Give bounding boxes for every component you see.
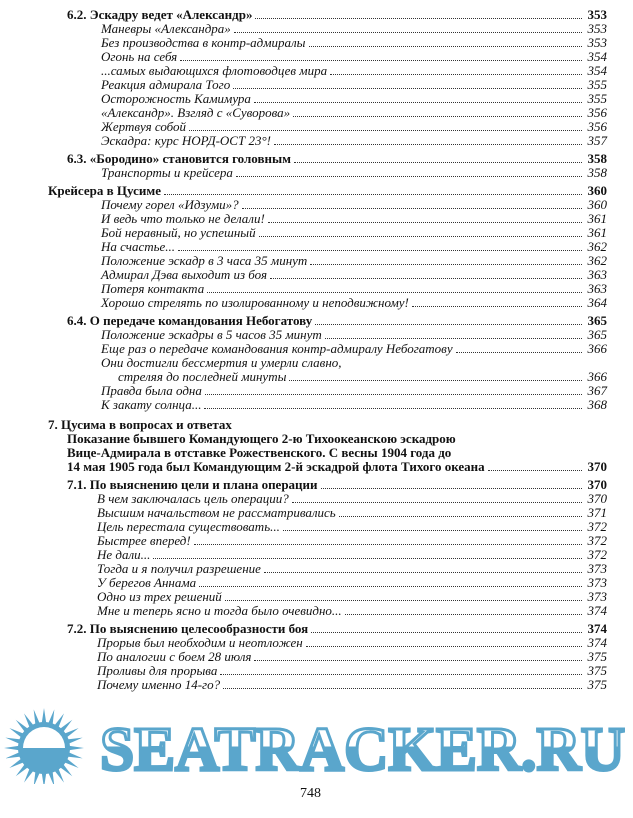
toc-entry-page: 371 (587, 505, 607, 520)
dot-leader (153, 558, 582, 559)
dot-leader (259, 236, 582, 237)
toc-entry[interactable] (0, 562, 633, 576)
toc-entry[interactable] (0, 520, 633, 534)
toc-entry-title: 6.2. Эскадру ведет «Александр» (67, 7, 253, 22)
toc-entry-title: Маневры «Александра» (101, 21, 231, 36)
dot-leader (225, 600, 582, 601)
toc-entry-page: 360 (587, 183, 607, 198)
toc-entry-page: 375 (587, 649, 607, 664)
toc-entry-title: Быстрее вперед! (97, 533, 191, 548)
toc-entry-page: 370 (587, 491, 607, 506)
toc-entry-page: 372 (587, 519, 607, 534)
toc-entry[interactable] (0, 342, 633, 356)
toc-entry[interactable] (0, 296, 633, 310)
toc-entry-page: 373 (587, 575, 607, 590)
toc-entry[interactable] (0, 92, 633, 106)
toc-entry[interactable] (0, 590, 633, 604)
toc-entry-title: Не дали... (97, 547, 151, 562)
dot-leader (309, 46, 583, 47)
toc-entry-page: 365 (587, 313, 607, 328)
dot-leader (264, 572, 582, 573)
toc-entry-title: 7. Цусима в вопросах и ответах (48, 417, 232, 432)
toc-entry-title: Мне и теперь ясно и тогда было очевидно... (97, 603, 342, 618)
toc-entry-title: 6.4. О передаче командования Небогатову (67, 313, 313, 328)
dot-leader (456, 352, 582, 353)
toc-entry-title: Высшим начальством не рассматривались (97, 505, 336, 520)
toc-entry-page: 374 (587, 635, 607, 650)
toc-entry[interactable] (0, 432, 633, 446)
toc-entry-page: 354 (587, 49, 607, 64)
toc-entry-title: Правда была одна (101, 383, 202, 398)
toc-entry[interactable] (0, 166, 633, 180)
toc-entry-page: 363 (587, 281, 607, 296)
toc-entry-title: «Александр». Взгляд с «Суворова» (101, 105, 291, 120)
watermark (0, 700, 633, 784)
dot-leader (254, 660, 582, 661)
toc-entry-page: 360 (587, 197, 607, 212)
toc-entry-title: Еще раз о передаче командования контр-адмиралу Небогатову (101, 341, 453, 356)
dot-leader (236, 176, 582, 177)
toc-entry-title: стреляя до последней минуты (118, 369, 287, 384)
toc-entry-title: Бой неравный, но успешный (101, 225, 256, 240)
toc-entry-page: 373 (587, 589, 607, 604)
toc-entry-title: 6.3. «Бородино» становится головным (67, 151, 291, 166)
toc-entry-title: Положение эскадр в 3 часа 35 минут (101, 253, 308, 268)
toc-entry[interactable] (0, 120, 633, 134)
dot-leader (178, 250, 582, 251)
dot-leader (412, 306, 582, 307)
toc-entry-title: Адмирал Дэва выходит из боя (101, 267, 268, 282)
toc-entry-title: По аналогии с боем 28 июля (97, 649, 252, 664)
table-of-contents (0, 8, 633, 692)
dot-leader (255, 18, 582, 19)
toc-entry-page: 353 (587, 7, 607, 22)
dot-leader (207, 292, 582, 293)
dot-leader (325, 338, 582, 339)
toc-entry[interactable] (0, 576, 633, 590)
toc-entry[interactable] (0, 198, 633, 212)
toc-entry-page: 361 (587, 211, 607, 226)
toc-entry-title: На счастье... (101, 239, 176, 254)
page-number: 748 (300, 786, 321, 801)
toc-entry[interactable] (0, 328, 633, 342)
dot-leader (220, 674, 582, 675)
toc-entry-title: Показание бывшего Командующего 2-ю Тихоокеанскою эскадрою (67, 431, 456, 446)
toc-entry[interactable] (0, 460, 633, 474)
toc-entry-page: 356 (587, 105, 607, 120)
toc-entry[interactable] (0, 50, 633, 64)
dot-leader (254, 102, 582, 103)
toc-entry-page: 355 (587, 77, 607, 92)
toc-entry-title: Эскадра: курс НОРД-ОСТ 23°! (101, 133, 271, 148)
dot-leader (234, 32, 582, 33)
toc-entry-title: Цель перестала существовать... (97, 519, 280, 534)
toc-entry-page: 366 (587, 341, 607, 356)
sun-logo-icon (4, 708, 84, 784)
dot-leader (274, 144, 582, 145)
dot-leader (339, 516, 582, 517)
toc-entry-title: Осторожность Камимура (101, 91, 251, 106)
dot-leader (268, 222, 582, 223)
dot-leader (233, 88, 582, 89)
toc-entry-title: Тогда и я получил разрешение (97, 561, 261, 576)
toc-entry-page: 358 (587, 151, 607, 166)
dot-leader (345, 614, 582, 615)
toc-entry-page: 358 (587, 165, 607, 180)
dot-leader (315, 324, 582, 325)
toc-entry-page: 362 (587, 253, 607, 268)
dot-leader (164, 194, 582, 195)
dot-leader (292, 502, 582, 503)
dot-leader (189, 130, 582, 131)
dot-leader (194, 544, 582, 545)
toc-entry[interactable] (0, 106, 633, 120)
dot-leader (293, 116, 582, 117)
dot-leader (205, 394, 582, 395)
toc-entry[interactable] (0, 22, 633, 36)
toc-entry-page: 354 (587, 63, 607, 78)
toc-entry[interactable] (0, 212, 633, 226)
toc-entry-title: В чем заключалась цель операции? (97, 491, 289, 506)
toc-entry[interactable] (0, 240, 633, 254)
dot-leader (321, 488, 582, 489)
toc-entry-page: 372 (587, 547, 607, 562)
toc-entry[interactable] (0, 636, 633, 650)
toc-entry[interactable] (0, 64, 633, 78)
toc-entry-title: Прорыв был необходим и неотложен (97, 635, 303, 650)
toc-entry[interactable] (0, 370, 633, 384)
toc-entry-title: Почему именно 14-го? (97, 677, 221, 692)
toc-entry-page: 363 (587, 267, 607, 282)
dot-leader (199, 586, 582, 587)
toc-entry-title: Потеря контакта (101, 281, 205, 296)
toc-entry-page: 362 (587, 239, 607, 254)
dot-leader (488, 470, 582, 471)
toc-entry[interactable] (0, 184, 633, 198)
toc-entry-page: 374 (587, 603, 607, 618)
toc-entry[interactable] (0, 134, 633, 148)
toc-entry[interactable] (0, 78, 633, 92)
toc-entry-page: 370 (587, 459, 607, 474)
toc-entry[interactable] (0, 506, 633, 520)
toc-entry[interactable] (0, 534, 633, 548)
toc-entry[interactable] (0, 384, 633, 398)
toc-entry-page: 370 (587, 477, 607, 492)
toc-entry[interactable] (0, 664, 633, 678)
toc-entry[interactable] (0, 36, 633, 50)
dot-leader (294, 162, 582, 163)
toc-entry-title: К закату солнца... (101, 397, 202, 412)
dot-leader (242, 208, 582, 209)
dot-leader (330, 74, 582, 75)
toc-entry-title: Вице-Адмирала в отставке Рожественского. С весны 1904 года до (67, 445, 452, 460)
toc-entry[interactable] (0, 254, 633, 268)
toc-entry-page: 355 (587, 91, 607, 106)
toc-entry-title: Крейсера в Цусиме (48, 183, 161, 198)
toc-entry-title: Огонь на себя (101, 49, 178, 64)
dot-leader (283, 530, 582, 531)
toc-entry-title: 14 мая 1905 года был Командующим 2-й эскадрой флота Тихого океана (67, 459, 485, 474)
toc-entry-title: ...самых выдающихся флотоводцев мира (101, 63, 328, 78)
toc-entry[interactable] (0, 226, 633, 240)
dot-leader (311, 632, 582, 633)
toc-entry[interactable] (0, 446, 633, 460)
dot-leader (223, 688, 582, 689)
dot-leader (306, 646, 582, 647)
toc-entry-title: У берегов Аннама (97, 575, 197, 590)
toc-entry[interactable] (0, 152, 633, 166)
toc-entry[interactable] (0, 282, 633, 296)
toc-entry-page: 375 (587, 677, 607, 692)
toc-entry[interactable] (0, 314, 633, 328)
dot-leader (270, 278, 582, 279)
toc-entry-page: 368 (587, 397, 607, 412)
toc-entry-title: И ведь что только не делали! (101, 211, 265, 226)
toc-entry[interactable] (0, 678, 633, 692)
toc-entry-page: 356 (587, 119, 607, 134)
toc-entry-title: Жертвуя собой (101, 119, 187, 134)
toc-entry-page: 366 (587, 369, 607, 384)
toc-entry-title: Реакция адмирала Того (101, 77, 231, 92)
toc-entry-title: Проливы для прорыва (97, 663, 218, 678)
dot-leader (310, 264, 582, 265)
dot-leader (204, 408, 582, 409)
toc-entry-title: 7.2. По выяснению целесообразности боя (67, 621, 309, 636)
toc-entry[interactable] (0, 622, 633, 636)
toc-entry-page: 353 (587, 35, 607, 50)
toc-entry[interactable] (0, 478, 633, 492)
toc-entry-page: 374 (587, 621, 607, 636)
toc-entry-title: 7.1. По выяснению цели и плана операции (67, 477, 318, 492)
toc-entry-title: Транспорты и крейсера (101, 165, 233, 180)
toc-entry-page: 361 (587, 225, 607, 240)
toc-entry-page: 364 (587, 295, 607, 310)
dot-leader (180, 60, 582, 61)
toc-entry-page: 365 (587, 327, 607, 342)
toc-entry[interactable] (0, 418, 633, 432)
toc-entry[interactable] (0, 650, 633, 664)
toc-entry-title: Почему горел «Идзуми»? (101, 197, 239, 212)
toc-entry[interactable] (0, 8, 633, 22)
toc-entry-page: 357 (587, 133, 607, 148)
toc-entry-title: Они достигли бессмертия и умерли славно, (101, 355, 342, 370)
toc-entry-page: 353 (587, 21, 607, 36)
watermark-text: SEATRACKER.RU (100, 716, 625, 784)
toc-entry-title: Положение эскадры в 5 часов 35 минут (101, 327, 322, 342)
dot-leader (289, 380, 582, 381)
toc-entry[interactable] (0, 492, 633, 506)
toc-entry[interactable] (0, 268, 633, 282)
toc-entry[interactable] (0, 398, 633, 412)
toc-entry-title: Без производства в контр-адмиралы (101, 35, 306, 50)
toc-entry-page: 372 (587, 533, 607, 548)
toc-entry[interactable] (0, 548, 633, 562)
toc-entry-page: 375 (587, 663, 607, 678)
toc-entry-title: Хорошо стрелять по изолированному и неподвижному! (101, 295, 409, 310)
toc-entry-page: 373 (587, 561, 607, 576)
toc-entry-page: 367 (587, 383, 607, 398)
toc-entry[interactable] (0, 356, 633, 370)
toc-entry[interactable] (0, 604, 633, 618)
toc-entry-title: Одно из трех решений (97, 589, 222, 604)
